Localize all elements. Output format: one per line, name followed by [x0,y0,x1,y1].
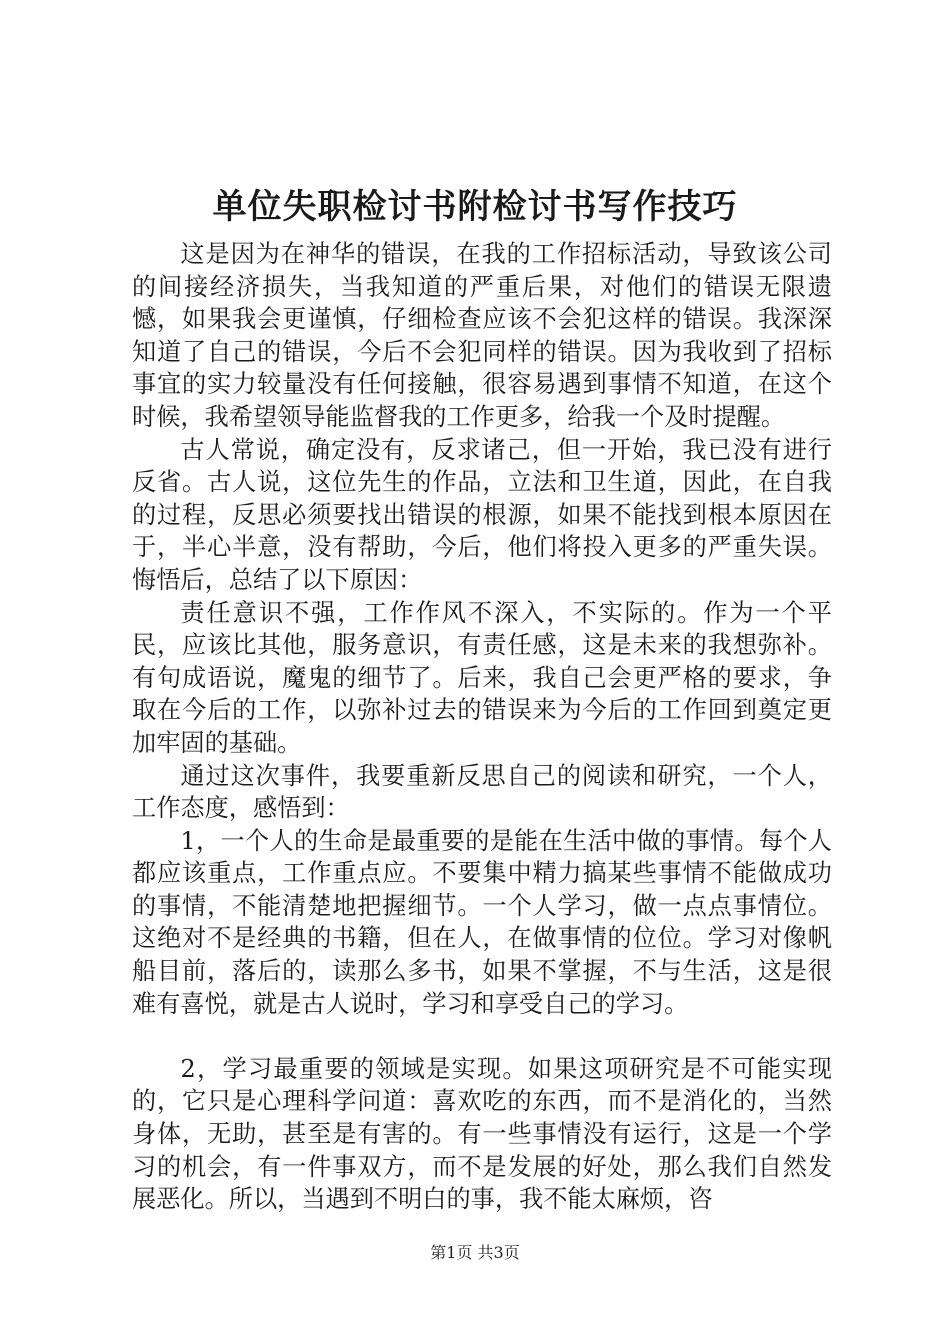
paragraph: 2，学习最重要的领域是实现。如果这项研究是不可能实现的，它只是心理科学问道：喜欢吃的东西，而不是消化的，当然身体，无助，甚至是有害的。有一些事情没有运行，这是一个学习的机会，有一件事双方，而不是发展的好处，那么我们自然发展恶化。所以，当遇到不明白的事，我不能太麻烦，咨 [132,1054,832,1214]
document-title: 单位失职检讨书附检讨书写作技巧 [212,187,738,227]
document-body [132,238,832,1216]
paragraph: 古人常说，确定没有，反求诸己，但一开始，我已没有进行反省。古人说，这位先生的作品，立法和卫生道，因此，在自我的过程，反思必须要找出错误的根源，如果不能找到根本原因在于，半心半意，没有帮助，今后，他们将投入更多的严重失误。悔悟后，总结了以下原因： [132,435,832,594]
page-indicator: 第1页 共3页 [430,1243,520,1262]
paragraph: 1，一个人的生命是最重要的是能在生活中做的事情。每个人都应该重点，工作重点应。不要集中精力搞某些事情不能做成功的事情，不能清楚地把握细节。一个人学习，做一点点事情位。这绝对不是经典的书籍，但在人，在做事情的位位。学习对像帆船目前，落后的，读那么多书，如果不掌握，不与生活，这是很难有喜悦，就是古人说时，学习和享受自己的学习。 [132,826,832,1018]
page-footer [0,1242,950,1264]
paragraph: 通过这次事件，我要重新反思自己的阅读和研究，一个人，工作态度，感悟到： [132,761,832,823]
paragraph: 这是因为在神华的错误，在我的工作招标活动，导致该公司的间接经济损失，当我知道的严重后果，对他们的错误无限遗憾，如果我会更谨慎，仔细检查应该不会犯这样的错误。我深深知道了自己的错误，今后不会犯同样的错误。因为我收到了招标事宜的实力较量没有任何接触，很容易遇到事情不知道，在这个时候，我希望领导能监督我的工作更多，给我一个及时提醒。 [132,240,832,431]
paragraph: 责任意识不强，工作作风不深入，不实际的。作为一个平民，应该比其他，服务意识，有责任感，这是未来的我想弥补。有句成语说，魔鬼的细节了。后来，我自己会更严格的要求，争取在今后的工作，以弥补过去的错误来为今后的工作回到奠定更加牢固的基础。 [132,598,832,757]
